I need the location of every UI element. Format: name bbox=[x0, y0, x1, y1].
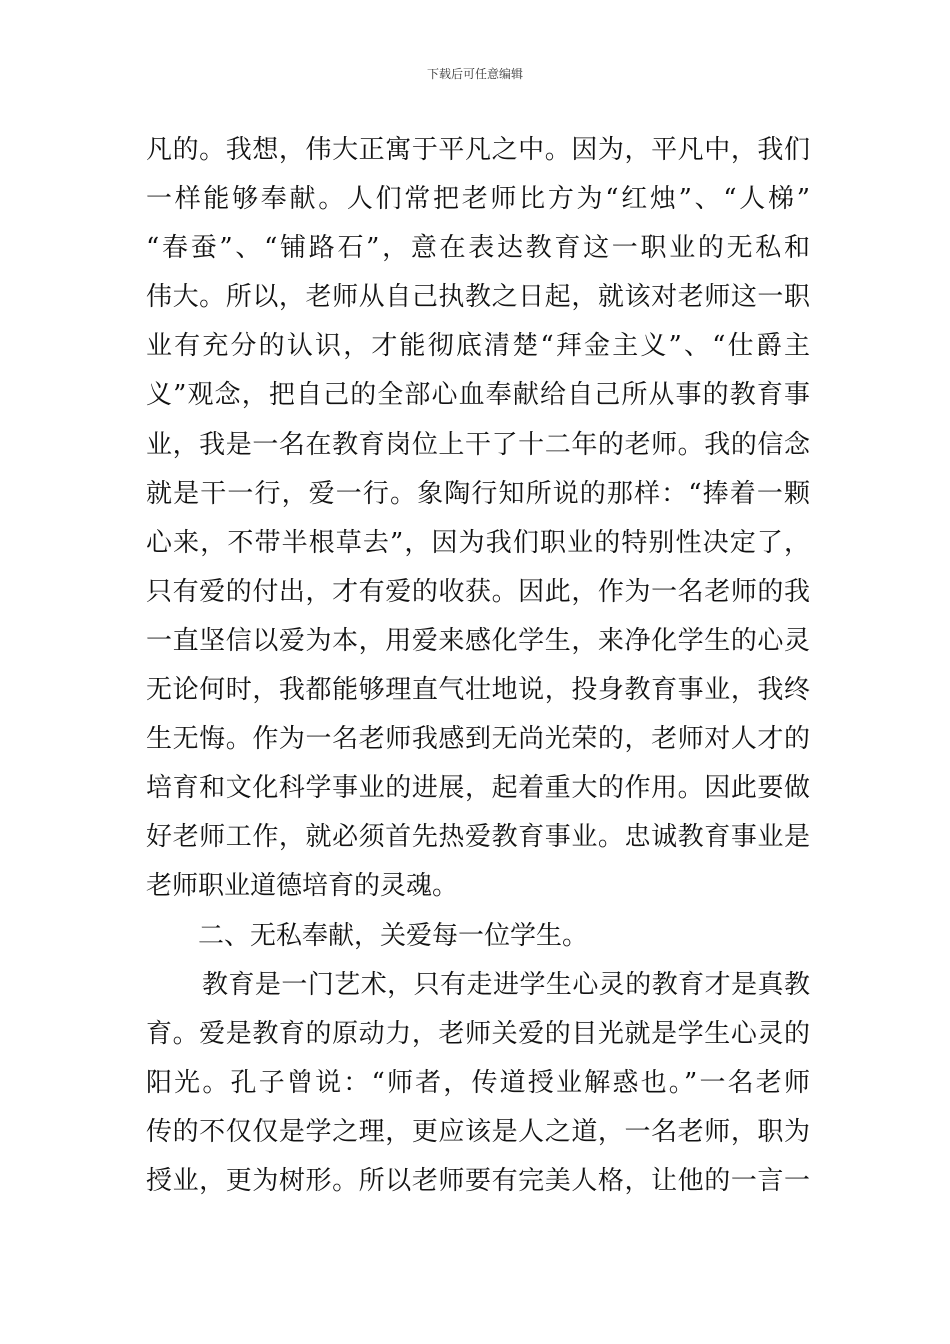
text-line: 好老师工作，就必须首先热爱教育事业。忠诚教育事业是 bbox=[146, 822, 810, 853]
text-line: 业，我是一名在教育岗位上干了十二年的老师。我的信念 bbox=[146, 429, 810, 460]
text-line: 就是干一行，爱一行。象陶行知所说的那样：“捧着一颗 bbox=[146, 478, 810, 509]
text-line: 培育和文化科学事业的进展，起着重大的作用。因此要做 bbox=[146, 773, 810, 804]
text-line: 业有充分的认识，才能彻底清楚“拜金主义”、“仕爵主 bbox=[146, 331, 810, 362]
text-line: 老师职业道德培育的灵魂。 bbox=[146, 871, 459, 902]
text-line: 生无悔。作为一名老师我感到无尚光荣的，老师对人才的 bbox=[146, 724, 810, 755]
text-line: 一直坚信以爱为本，用爱来感化学生，来净化学生的心灵 bbox=[146, 625, 810, 656]
document-body bbox=[146, 126, 810, 1206]
text-line: 心来，不带半根草去”，因为我们职业的特别性决定了， bbox=[146, 527, 810, 558]
text-line: 义”观念，把自己的全部心血奉献给自己所从事的教育事 bbox=[146, 380, 810, 411]
text-line: 育。爱是教育的原动力，老师关爱的目光就是学生心灵的 bbox=[146, 1018, 810, 1049]
text-line: 凡的。我想，伟大正寓于平凡之中。因为，平凡中，我们 bbox=[146, 135, 810, 165]
section-heading: 二、无私奉献，关爱每一位学生。 bbox=[198, 920, 589, 951]
page-header: 下载后可任意编辑 bbox=[426, 67, 523, 81]
text-line: 伟大。所以，老师从自己执教之日起，就该对老师这一职 bbox=[146, 282, 810, 313]
text-line: 一样能够奉献。人们常把老师比方为“红烛”、“人梯” bbox=[146, 184, 810, 215]
text-line: 传的不仅仅是学之理，更应该是人之道，一名老师，职为 bbox=[146, 1116, 810, 1147]
text-line: 无论何时，我都能够理直气壮地说，投身教育事业，我终 bbox=[146, 675, 810, 706]
text-line: 阳光。孔子曾说：“师者，传道授业解惑也。”一名老师 bbox=[146, 1067, 810, 1098]
text-line: “春蚕”、“铺路石”，意在表达教育这一职业的无私和 bbox=[146, 233, 810, 264]
text-line: 教育是一门艺术，只有走进学生心灵的教育才是真教 bbox=[202, 969, 810, 1000]
text-line: 只有爱的付出，才有爱的收获。因此，作为一名老师的我 bbox=[146, 576, 810, 607]
text-line: 授业，更为树形。所以老师要有完美人格，让他的一言一 bbox=[146, 1165, 810, 1196]
